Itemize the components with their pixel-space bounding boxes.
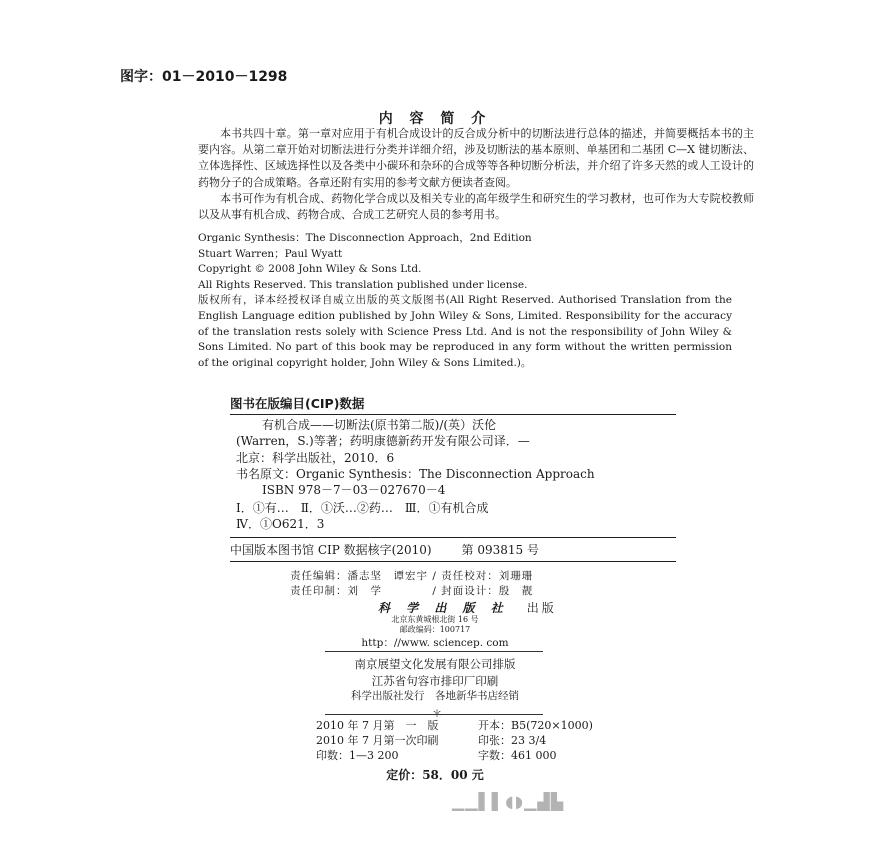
cip-class-line-2: Ⅳ．①O621．3 <box>236 517 325 532</box>
original-authors: Stuart Warren；Paul Wyatt <box>198 247 343 260</box>
typesetter-line: 南京展望文化发展有限公司排版 <box>354 657 516 671</box>
spec-format: 开本：B5(720×1000) <box>478 719 593 732</box>
faded-barcode-mark: ▁▁▌▌◖◗▁▟▙ <box>452 792 564 811</box>
spec-copies: 印数：1—3 200 <box>316 749 399 763</box>
spec-sheets: 印张：23 3/4 <box>478 734 547 748</box>
summary-block <box>198 126 754 223</box>
summary-paragraph-1: 本书共四十章。第一章对应用于有机合成设计的反合成分析中的切断法进行总体的描述，并简要概括本书的主要内容。从第二章开始对切断法进行分类并详细介绍，涉及切断法的基本原则、单基团和二基团 C—X 键切断法、立体选择性、区域选择性以及各类中小碳环和杂环的合成等等各种切断分析法，并介绍了许多天然的或人工设计的药物分子的合成策略。各章还附有实用的参考文献方便读者查阅。 <box>198 127 754 189</box>
spec-impression: 2010 年 7 月第一次印刷 <box>316 734 439 748</box>
price: 定价：58．00 元 <box>386 768 484 782</box>
cip-line-imprint: 北京：科学出版社，2010．6 <box>236 450 395 465</box>
cip-line-original-title: 书名原文：Organic Synthesis：The Disconnection Approach <box>236 466 595 481</box>
print-specifications <box>316 718 593 764</box>
rights-statement-block <box>198 293 732 372</box>
spec-edition: 2010 年 7 月第 一 版 <box>316 719 439 732</box>
cip-check-number <box>230 537 676 562</box>
rights-statement: 版权所有，译本经授权译自威立出版的英文版图书(All Right Reserved. Authorised Translation from the English Language edition published by John Wiley & Sons, Limited. Responsibility for the accuracy of the translation rests solely with Science Press Ltd. And is not the responsibility of John Wiley & Sons Limited. No part of this book may be reproduced in any form without the written permission of the original copyright holder, John Wiley & Sons Limited.)。 <box>198 294 732 370</box>
registration-number: 图字：01－2010－1298 <box>120 69 288 85</box>
specs-top-rule <box>325 714 543 715</box>
original-edition-info <box>198 231 532 293</box>
publisher-url: http：//www. sciencep. com <box>361 637 509 649</box>
distribution-line: 科学出版社发行 各地新华书店经销 <box>351 690 519 702</box>
original-copyright: Copyright © 2008 John Wiley & Sons Ltd. <box>198 263 422 276</box>
publisher-label: 出版 <box>526 601 557 615</box>
summary-paragraph-2: 本书可作为有机合成、药物化学合成以及相关专业的高年级学生和研究生的学习教材，也可作为大专院校教师以及从事有机合成、药物合成、合成工艺研究人员的参考用书。 <box>198 191 754 222</box>
staff-line-2: 责任印制：刘 学 / 封面设计：殷 靓 <box>290 585 534 597</box>
cip-isbn: ISBN 978－7－03－027670－4 <box>262 483 446 498</box>
cip-record <box>236 417 595 498</box>
separator-asterisk: ＊ <box>432 709 442 720</box>
original-title: Organic Synthesis：The Disconnection Approach，2nd Edition <box>198 232 532 244</box>
section-title: 内 容 简 介 <box>378 111 492 127</box>
cip-check-value: 第 093815 号 <box>461 543 539 557</box>
cip-classification <box>236 500 488 533</box>
cip-class-line-1: Ⅰ．①有… Ⅱ．①沃…②药… Ⅲ．①有机合成 <box>236 501 489 515</box>
cip-check-label: 中国版本图书馆 CIP 数据核字(2010) <box>230 543 432 557</box>
cip-line-authors: (Warren，S.)等著；药明康德新药开发有限公司译．— <box>236 434 530 449</box>
staff-line-1: 责任编辑：潘志坚 谭宏宇 / 责任校对：刘珊珊 <box>290 570 534 582</box>
cip-heading: 图书在版编目(CIP)数据 <box>230 394 676 415</box>
printer-line: 江苏省句容市排印厂印刷 <box>371 674 499 688</box>
spec-words: 字数：461 000 <box>478 749 557 763</box>
publisher-name: 科 学 出 版 社 <box>378 601 509 615</box>
original-rights: All Rights Reserved. This translation published under license. <box>198 278 528 291</box>
publisher-postcode: 邮政编码：100717 <box>399 625 471 634</box>
divider-rule <box>325 651 543 652</box>
staff-credits <box>290 569 533 599</box>
cip-line-title: 有机合成——切断法(原书第二版)/(英）沃伦 <box>262 418 497 432</box>
publisher-address: 北京东黄城根北街 16 号 <box>391 615 479 624</box>
